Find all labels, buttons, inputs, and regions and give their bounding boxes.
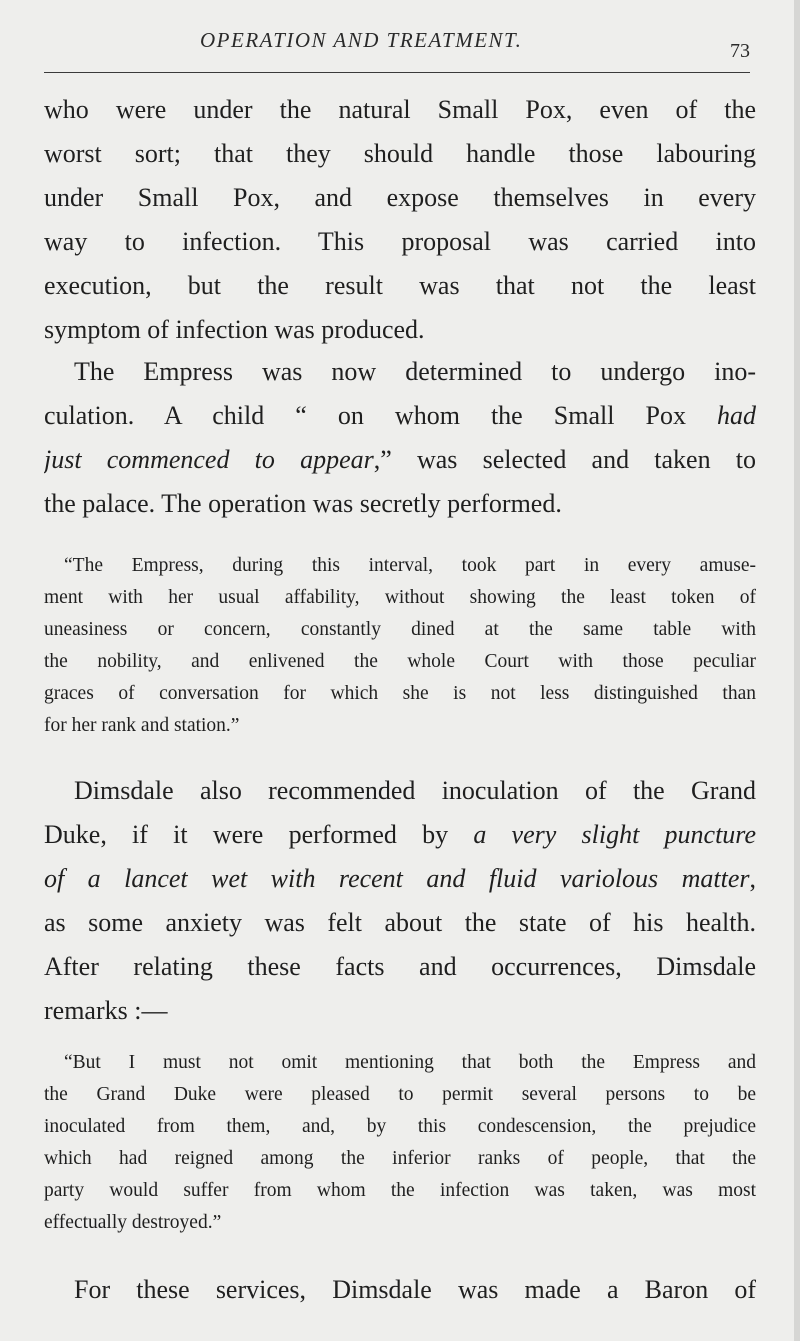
quote-line: “The Empress, during this interval, took part in every amuse- [64, 555, 756, 576]
text-span: Duke, if it were performed by [44, 820, 474, 849]
text-line: symptom of infection was produced. [44, 315, 425, 344]
page-edge-shadow [794, 0, 800, 1341]
running-head: OPERATION AND TREATMENT. [200, 28, 523, 52]
text-span: ,” was selected and taken to [373, 445, 756, 474]
italic-text: had [717, 401, 756, 430]
paragraph-4 [44, 1268, 756, 1312]
quote-line: “But I must not omit mentioning that both the Empress and [64, 1052, 756, 1073]
block-quote-1 [44, 550, 756, 742]
text-span: culation. A child “ on whom the Small Pox [44, 401, 717, 430]
quote-line: for her rank and station.” [44, 715, 240, 736]
text-span: , [749, 864, 756, 893]
quote-line: inoculated from them, and, by this condescension, the prejudice [44, 1116, 756, 1137]
quote-line: party would suffer from whom the infection was taken, was most [44, 1180, 756, 1201]
text-line [44, 857, 756, 901]
text-line: remarks :— [44, 996, 168, 1025]
text-line: execution, but the result was that not the least [44, 271, 756, 300]
text-line: way to infection. This proposal was carried into [44, 227, 756, 256]
paragraph-1 [44, 88, 756, 352]
quote-line: the nobility, and enlivened the whole Court with those peculiar [44, 651, 756, 672]
quote-line: uneasiness or concern, constantly dined at the same table with [44, 619, 756, 640]
text-line: After relating these facts and occurrences, Dimsdale [44, 952, 756, 981]
block-quote-2 [44, 1047, 756, 1239]
text-line: worst sort; that they should handle those labouring [44, 139, 756, 168]
text-line: For these services, Dimsdale was made a Baron of [74, 1275, 756, 1304]
page-number: 73 [730, 40, 750, 62]
quote-line: the Grand Duke were pleased to permit several persons to be [44, 1084, 756, 1105]
text-line: who were under the natural Small Pox, even of the [44, 95, 756, 124]
quote-line: effectually destroyed.” [44, 1212, 222, 1233]
text-line: under Small Pox, and expose themselves in every [44, 183, 756, 212]
paragraph-3 [44, 769, 756, 1033]
quote-line: graces of conversation for which she is not less distinguished than [44, 683, 756, 704]
text-line: The Empress was now determined to undergo ino- [74, 357, 756, 386]
header-rule [44, 72, 750, 73]
quote-line: which had reigned among the inferior ranks of people, that the [44, 1148, 756, 1169]
text-line: as some anxiety was felt about the state of his health. [44, 908, 756, 937]
text-line: the palace. The operation was secretly performed. [44, 489, 562, 518]
text-line: Dimsdale also recommended inoculation of the Grand [74, 776, 756, 805]
paragraph-2 [44, 350, 756, 526]
quote-line: ment with her usual affability, without showing the least token of [44, 587, 756, 608]
italic-text: a very slight puncture [473, 820, 756, 849]
text-line [44, 813, 756, 857]
text-line [44, 394, 756, 438]
italic-text: just commenced to appear [44, 445, 374, 474]
italic-text: of a lancet wet with recent and fluid variolous matter [44, 864, 750, 893]
text-line [44, 438, 756, 482]
